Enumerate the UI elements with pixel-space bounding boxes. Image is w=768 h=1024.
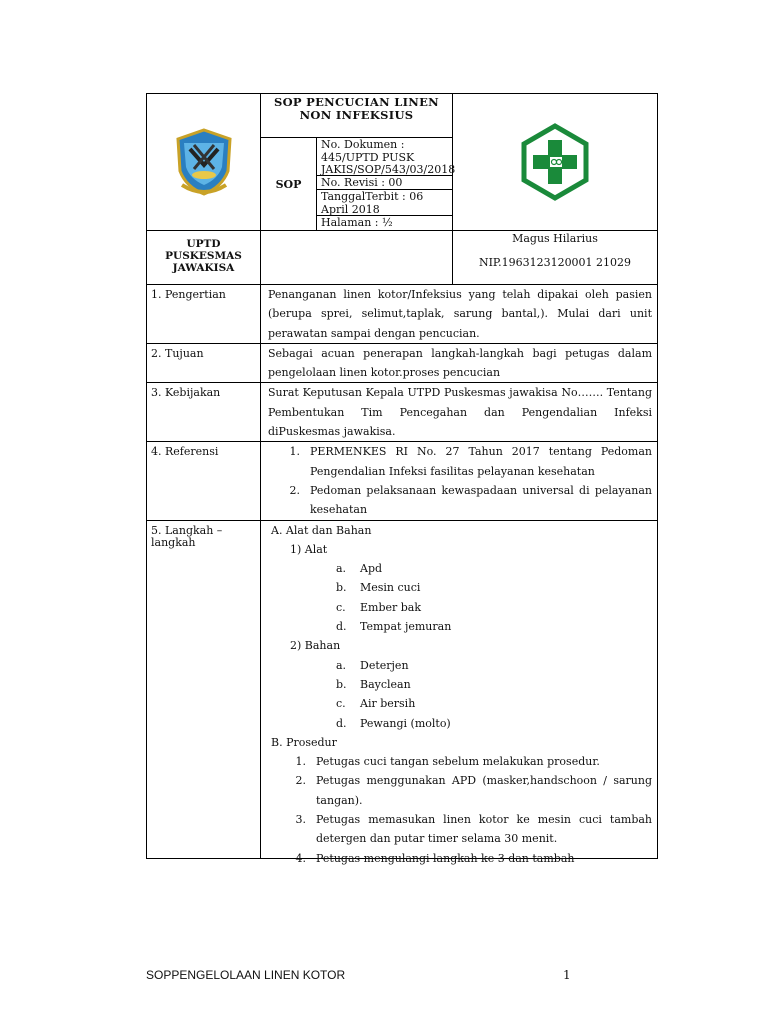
list-item: 2. Petugas menggunakan APD (masker,handschoon / sarung tangan). [295, 774, 652, 807]
page-number: 1 [563, 968, 571, 982]
regional-emblem [147, 94, 261, 231]
subsection-title: 2) Bahan [290, 639, 341, 653]
list-item: 4. Petugas mengulangi langkah ke 3 dan tambah [295, 851, 575, 865]
regional-emblem-icon [172, 127, 236, 197]
section-steps [261, 521, 657, 865]
sop-document [146, 93, 658, 865]
document-meta [317, 138, 456, 231]
list-item: b. Mesin cuci [336, 581, 421, 595]
section-label: 5. Langkah – langkah [147, 521, 261, 858]
list-item: a. Apd [336, 562, 383, 576]
section-text: Sebagai acuan penerapan langkah-langkah bagi petugas dalam pengelolaan linen kotor.proses pencucian [268, 346, 652, 380]
section-kebijakan [147, 383, 657, 442]
doc-number: No. Dokumen : 445/UPTD PUSK JAKIS/SOP/543/03/2018 [317, 138, 452, 176]
sop-title: SOP PENCUCIAN LINEN NON INFEKSIUS [261, 94, 453, 138]
subsection-title: A. Alat dan Bahan [271, 523, 372, 537]
list-item: a. Deterjen [336, 658, 409, 672]
subsection-title: B. Prosedur [271, 735, 337, 749]
list-item: c. Air bersih [336, 697, 416, 711]
section-referensi [147, 442, 657, 520]
signature-block [453, 231, 657, 285]
blank-cell [261, 231, 453, 285]
sop-header [147, 94, 657, 285]
section-text: Penanganan linen kotor/Infeksius yang telah dipakai oleh pasien (berupa sprei, selimut,taplak, sarung bantal,). Mulai dari unit perawatan sampai dengan pencucian. [268, 288, 652, 340]
list-item: 1. PERMENKES RI No. 27 Tahun 2017 tentang Pedoman Pengendalian Infeksi fasilitas pelayanan kesehatan [289, 445, 652, 478]
puskesmas-logo-icon [515, 122, 595, 202]
subsection-title: 1) Alat [290, 542, 328, 556]
signer-name: Magus Hilarius [512, 232, 598, 245]
list-item: c. Ember bak [336, 600, 422, 614]
footer-title: SOPPENGELOLAAN LINEN KOTOR [146, 968, 346, 982]
section-pengertian [147, 285, 657, 344]
signer-nip: NIP.1963123120001 21029 [478, 256, 632, 269]
revision-number: No. Revisi : 00 [317, 176, 452, 190]
list-item: 2. Pedoman pelaksanaan kewaspadaan universal di pelayanan kesehatan [289, 483, 652, 517]
section-langkah [147, 521, 657, 865]
organization-name: UPTD PUSKESMAS JAWAKISA [147, 231, 261, 285]
sop-label: SOP [261, 138, 317, 231]
puskesmas-logo [453, 94, 657, 231]
page-count: Halaman : ½ [321, 216, 393, 229]
section-text: Surat Keputusan Kepala UTPD Puskesmas jawakisa No……. Tentang Pembentukan Tim Pencegahan dan Pengendalian Infeksi diPuskesmas jawakisa. [268, 386, 652, 439]
section-label: 2. Tujuan [147, 344, 261, 383]
list-item: 3. Petugas memasukan linen kotor ke mesin cuci tambah detergen dan putar timer selama 30 menit. [295, 813, 652, 846]
section-label: 1. Pengertian [147, 285, 261, 343]
list-item: d. Tempat jemuran [336, 620, 452, 634]
issue-date: TanggalTerbit : 06 April 2018 [317, 190, 452, 216]
section-label: 4. Referensi [147, 442, 261, 519]
list-item: 1. Petugas cuci tangan sebelum melakukan prosedur. [295, 755, 600, 769]
list-item: d. Pewangi (molto) [336, 716, 451, 730]
section-list [261, 442, 657, 519]
list-item: b. Bayclean [336, 677, 411, 691]
section-tujuan [147, 344, 657, 384]
section-label: 3. Kebijakan [147, 383, 261, 441]
